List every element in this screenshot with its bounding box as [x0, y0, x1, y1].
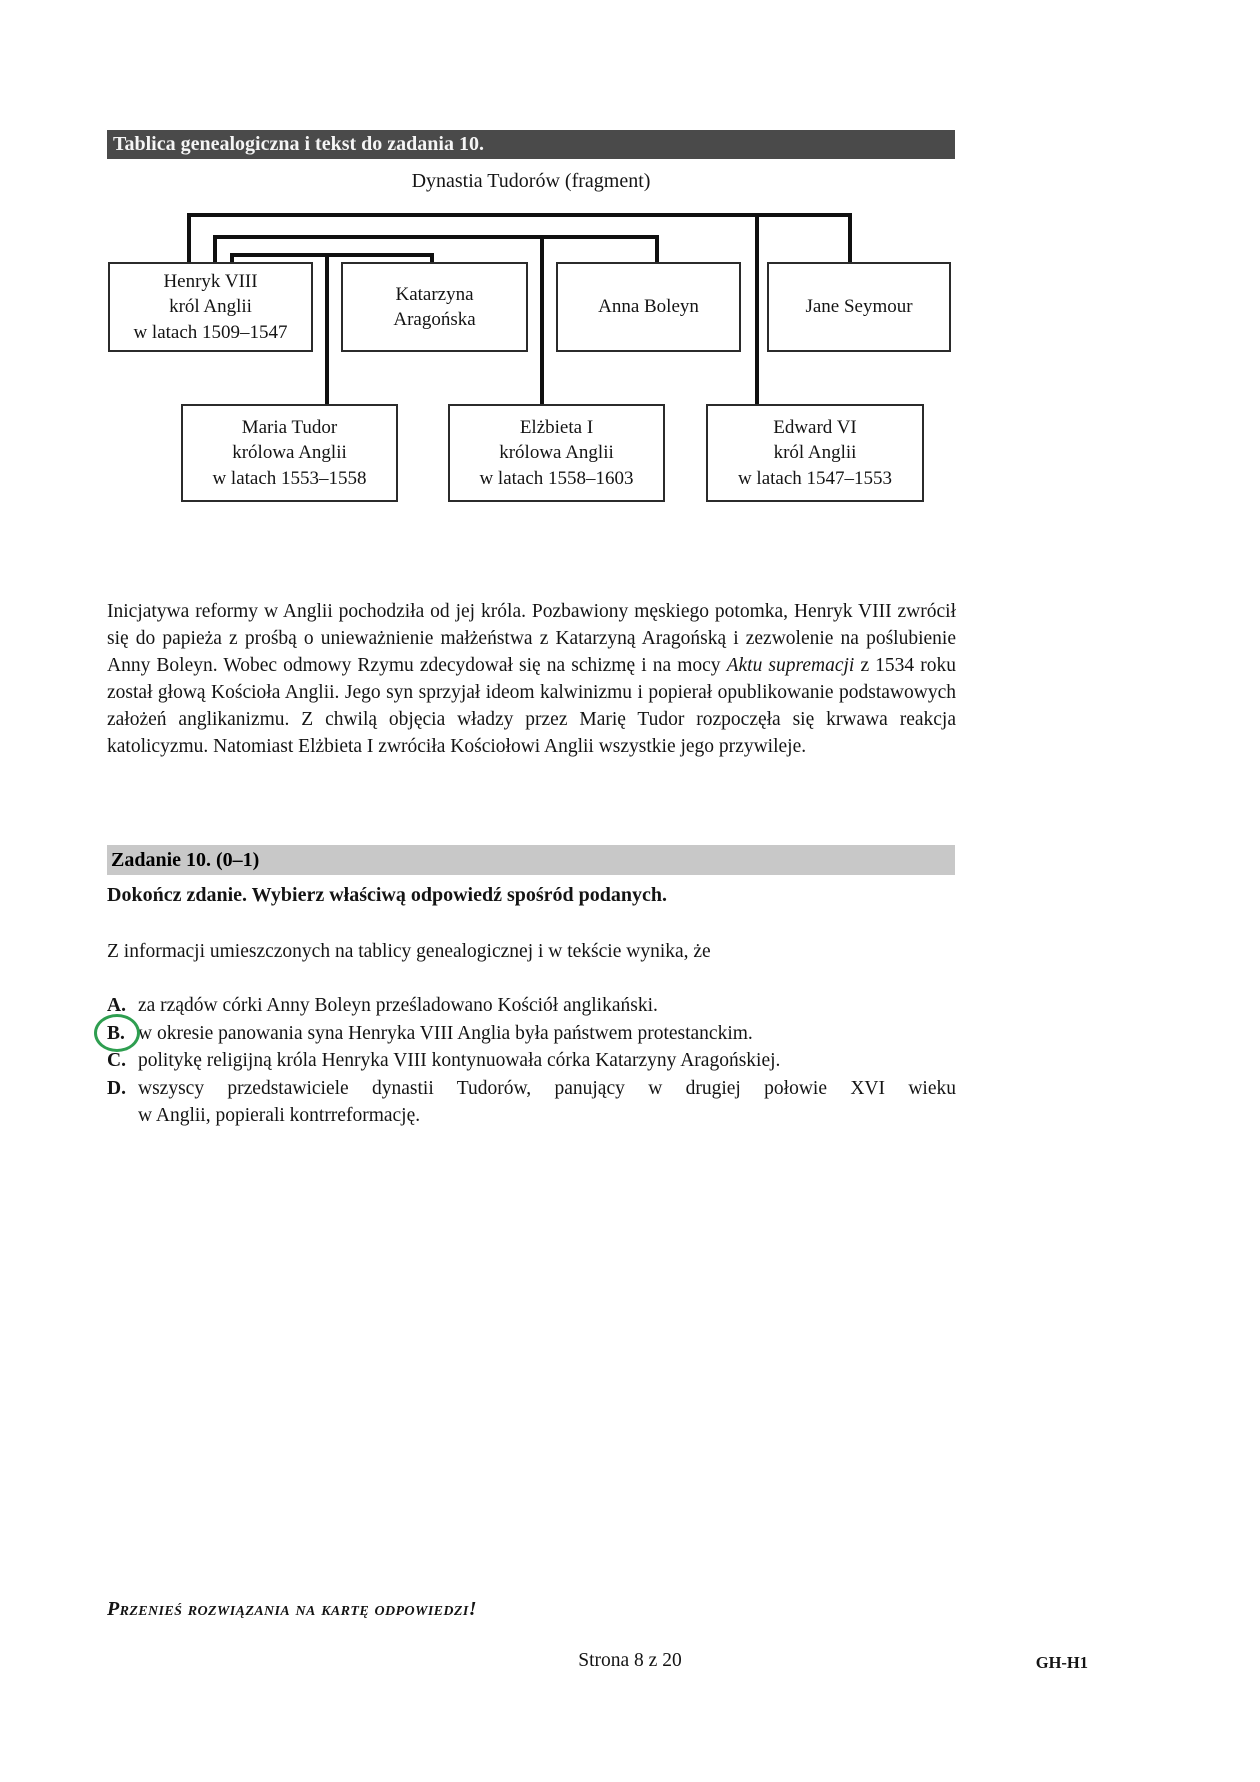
tree-node-anna-boleyn — [556, 262, 741, 352]
option-a-text: za rządów córki Anny Boleyn prześladowano Kościół anglikański. — [138, 995, 658, 1016]
tree-title: Dynastia Tudorów (fragment) — [411, 170, 651, 192]
answer-options — [107, 992, 956, 1130]
tree-node-elzbieta-i — [448, 404, 665, 502]
marriage-line-katarzyna-right — [430, 253, 434, 262]
node-years: w latach 1553–1558 — [212, 467, 367, 489]
passage-part1: Inicjatywa reformy w Anglii pochodziła od jej króla. Pozbawiony męskiego potomka, Henryk VIII zwrócił się do papieża z prośbą o unieważnienie małżeństwa z Katarzyną Aragońską i zezwolenie na poślubienie Anny Boleyn. Wobec odmowy Rzymu zdecydował się na schizmę i na mocy — [107, 601, 956, 676]
selected-answer-circle-icon — [94, 1014, 140, 1052]
node-name: Elżbieta I — [519, 417, 594, 439]
task-header-bar: Zadanie 10. (0–1) — [107, 845, 955, 875]
marriage-line-katarzyna-left — [230, 253, 234, 262]
node-name: Maria Tudor — [241, 417, 338, 439]
option-b-letter: B. — [107, 1022, 125, 1044]
marriage-line-jane-left — [187, 213, 191, 262]
node-name: Edward VI — [773, 417, 857, 439]
marriage-line-katarzyna — [230, 253, 434, 257]
task-intro: Z informacji umieszczonych na tablicy genealogicznej i w tekście wynika, że — [107, 941, 711, 962]
option-d-text-line2: w Anglii, popierali kontrreformację. — [138, 1105, 421, 1126]
option-a — [107, 992, 956, 1020]
option-a-letter: A. — [107, 995, 126, 1016]
booklet-code: GH-H1 — [1035, 1653, 1088, 1672]
descent-line-maria — [325, 253, 329, 404]
tree-node-edward-vi — [706, 404, 924, 502]
marriage-line-jane — [187, 213, 852, 217]
node-years: w latach 1547–1553 — [737, 467, 893, 489]
option-d — [107, 1075, 956, 1130]
transfer-answers-note: Przenieś rozwiązania na kartę odpowiedzi! — [107, 1598, 477, 1620]
node-title: król Anglii — [773, 442, 857, 464]
option-b-text: w okresie panowania syna Henryka VIII Anglia była państwem protestanckim. — [138, 1022, 753, 1044]
passage-part2: z 1534 roku został głową Kościoła Anglii. Jego syn sprzyjał ideom kalwinizmu i popierał opublikowanie podstawowych założeń anglikanizmu. Z chwilą objęcia władzy przez Marię Tudor rozpoczęła się krwawa reakcja katolicyzmu. Natomiast Elżbieta I zwróciła Kościołowi Anglii wszystkie jego przywileje. — [107, 655, 956, 757]
option-c — [107, 1047, 956, 1075]
tree-node-jane-seymour — [767, 262, 951, 352]
node-name: Katarzyna — [395, 283, 474, 305]
node-name2: Aragońska — [393, 309, 476, 330]
tree-node-katarzyna — [341, 262, 528, 352]
node-title: król Anglii — [169, 296, 252, 318]
marriage-line-anna-left — [213, 235, 217, 262]
source-header-bar: Tablica genealogiczna i tekst do zadania 10. — [107, 130, 955, 159]
marriage-line-anna-right — [655, 235, 659, 262]
node-title: królowa Anglii — [232, 442, 347, 464]
page-number: Strona 8 z 20 — [578, 1650, 682, 1671]
option-c-text: politykę religijną króla Henryka VIII kontynuowała córka Katarzyny Aragońskiej. — [138, 1050, 781, 1071]
node-years: w latach 1558–1603 — [479, 467, 634, 489]
source-passage — [107, 598, 956, 760]
option-c-letter: C. — [107, 1050, 126, 1071]
marriage-line-jane-right — [848, 213, 852, 262]
node-title: królowa Anglii — [499, 442, 614, 464]
task-instruction: Dokończ zdanie. Wybierz właściwą odpowiedź spośród podanych. — [107, 884, 668, 906]
node-years: w latach 1509–1547 — [133, 321, 288, 343]
option-b — [107, 1020, 956, 1048]
node-name: Anna Boleyn — [598, 296, 699, 318]
descent-line-edward — [755, 213, 759, 404]
option-d-letter: D. — [107, 1077, 126, 1099]
tree-node-henryk-viii — [108, 262, 313, 352]
tree-node-maria-tudor — [181, 404, 398, 502]
genealogy-tree — [107, 200, 955, 512]
passage-italic-title: Aktu supremacji — [726, 655, 855, 676]
option-d-text-line1: wszyscy przedstawiciele dynastii Tudorów, panujący w drugiej połowie XVI wieku — [138, 1077, 956, 1099]
marriage-line-anna — [213, 235, 659, 239]
descent-line-elzbieta — [540, 235, 544, 404]
node-name: Jane Seymour — [805, 296, 913, 318]
node-name: Henryk VIII — [163, 271, 258, 293]
